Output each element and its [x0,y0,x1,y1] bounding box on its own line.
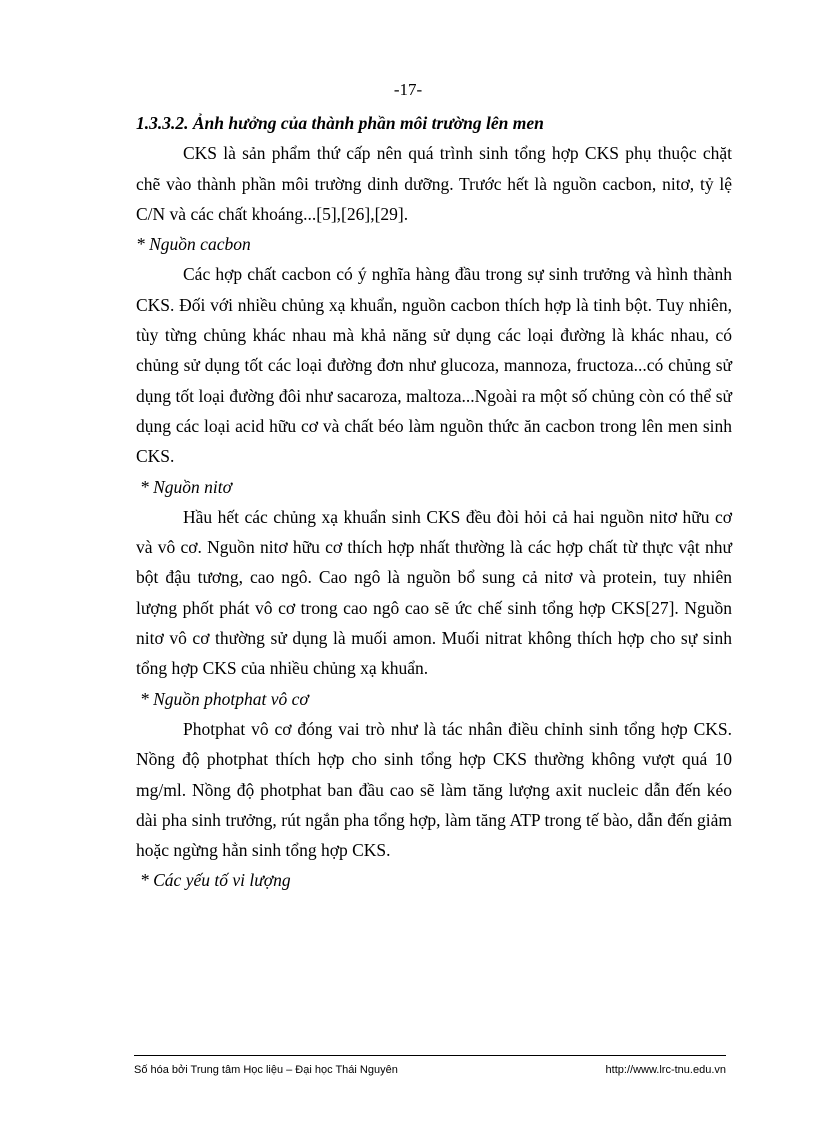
footer-url[interactable]: http://www.lrc-tnu.edu.vn [605,1064,726,1076]
carbon-source-heading: * Nguồn cacbon [136,234,251,255]
trace-elements-heading: * Các yếu tố vi lượng [140,870,291,891]
intro-paragraph: CKS là sản phẩm thứ cấp nên quá trình sinh tổng hợp CKS phụ thuộc chặt chẽ vào thành phần môi trường dinh dưỡng. Trước hết là nguồn cacbon, nitơ, tỷ lệ C/N và các chất khoáng...[5],[26],[29]. [136,143,732,224]
page-content [136,108,732,896]
section-heading: 1.3.3.2. Ảnh hưởng của thành phần môi trường lên men [136,113,544,133]
nitrogen-source-paragraph: Hầu hết các chủng xạ khuẩn sinh CKS đều đòi hỏi cả hai nguồn nitơ hữu cơ và vô cơ. Nguồn nitơ hữu cơ thích hợp nhất thường là các hợp chất từ thực vật như bột đậu tương, cao ngô. Cao ngô là nguồn bổ sung cả nitơ và protein, tuy nhiên lượng phốt phát vô cơ trong cao ngô cao sẽ ức chế sinh tổng hợp CKS[27]. Nguồn nitơ vô cơ thường sử dụng là muối amon. Muối nitrat không thích hợp cho sự sinh tổng hợp CKS của nhiều chủng xạ khuẩn. [136,506,732,679]
nitrogen-source-heading: * Nguồn nitơ [140,476,232,497]
footer-source-text: Số hóa bởi Trung tâm Học liệu – Đại học Thái Nguyên [134,1064,398,1076]
phosphate-source-heading: * Nguồn photphat vô cơ [140,688,309,709]
carbon-source-paragraph: Các hợp chất cacbon có ý nghĩa hàng đầu trong sự sinh trưởng và hình thành CKS. Đối với nhiều chủng xạ khuẩn, nguồn cacbon thích hợp là tinh bột. Tuy nhiên, tùy từng chủng khác nhau mà khả năng sử dụng các loại đường là khác nhau, có chủng sử dụng tốt các loại đường đơn như glucoza, mannoza, fructoza...có chủng sử dụng tốt loại đường đôi như sacaroza, maltoza...Ngoài ra một số chủng còn có thể sử dụng các loại acid hữu cơ và chất béo làm nguồn thức ăn cacbon trong lên men sinh CKS. [136,264,732,467]
page-number: -17- [393,80,423,99]
footer-divider [134,1055,726,1056]
phosphate-source-paragraph: Photphat vô cơ đóng vai trò như là tác nhân điều chỉnh sinh tổng hợp CKS. Nồng độ photphat thích hợp cho sinh tổng hợp CKS thường không vượt quá 10 mg/ml. Nồng độ photphat ban đầu cao sẽ làm tăng lượng axit nucleic dẫn đến kéo dài pha sinh trưởng, rút ngắn pha tổng hợp, làm tăng ATP trong tế bào, dẫn đến giảm hoặc ngừng hẳn sinh tổng hợp CKS. [136,718,732,861]
